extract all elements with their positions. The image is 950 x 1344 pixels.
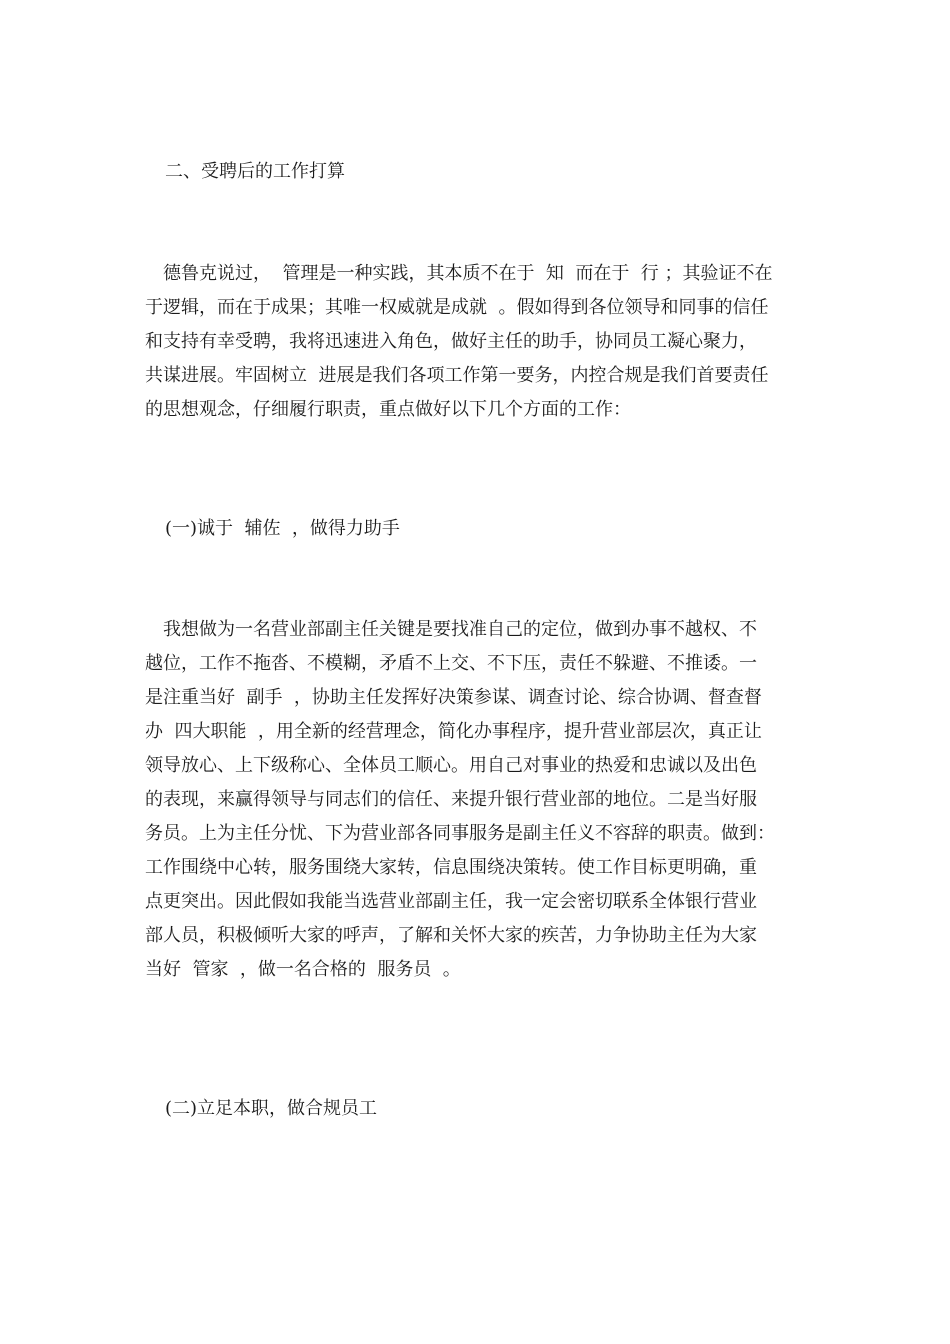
text-line: 工作围绕中心转，服务围绕大家转，信息围绕决策转。使工作目标更明确，重 bbox=[145, 857, 757, 878]
text-line: 办 四大职能 ，用全新的经营理念，简化办事程序，提升营业部层次，真正让 bbox=[145, 721, 762, 742]
paragraph-intro bbox=[145, 257, 815, 427]
text-line: 我想做为一名营业部副主任关键是要找准自己的定位，做到办事不越权、不 bbox=[145, 619, 757, 640]
text-line: 是注重当好 副手 ，协助主任发挥好决策参谋、调查讨论、综合协调、督查督 bbox=[145, 687, 762, 708]
text-line: 务员。上为主任分忧、下为营业部各同事服务是副主任义不容辞的职责。做到： bbox=[145, 823, 775, 844]
text-line: 共谋进展。牢固树立 进展是我们各项工作第一要务，内控合规是我们首要责任 bbox=[145, 365, 769, 386]
text-line: 部人员，积极倾听大家的呼声，了解和关怀大家的疾苦，力争协助主任为大家 bbox=[145, 925, 757, 946]
subheading-assist: (一)诚于 辅佐 ，做得力助手 bbox=[165, 518, 400, 539]
text-line: 点更突出。因此假如我能当选营业部副主任，我一定会密切联系全体银行营业 bbox=[145, 891, 757, 912]
paragraph-assist bbox=[145, 613, 815, 987]
text-line: 领导放心、上下级称心、全体员工顺心。用自己对事业的热爱和忠诚以及出色 bbox=[145, 755, 757, 776]
text-line: 越位，工作不拖沓、不模糊，矛盾不上交、不下压，责任不躲避、不推诿。一 bbox=[145, 653, 757, 674]
text-line: 和支持有幸受聘，我将迅速进入角色，做好主任的助手，协同员工凝心聚力， bbox=[145, 331, 757, 352]
subheading-compliance: (二)立足本职，做合规员工 bbox=[165, 1098, 378, 1119]
section-heading: 二、受聘后的工作打算 bbox=[165, 161, 345, 182]
text-line: 于逻辑，而在于成果；其唯一权威就是成就 。假如得到各位领导和同事的信任 bbox=[145, 297, 769, 318]
text-line: 的思想观念，仔细履行职责，重点做好以下几个方面的工作： bbox=[145, 399, 631, 420]
text-line: 的表现，来赢得领导与同志们的信任、来提升银行营业部的地位。二是当好服 bbox=[145, 789, 757, 810]
text-line: 德鲁克说过， 管理是一种实践，其本质不在于 知 而在于 行 ；其验证不在 bbox=[145, 263, 773, 284]
text-line: 当好 管家 ，做一名合格的 服务员 。 bbox=[145, 959, 461, 980]
